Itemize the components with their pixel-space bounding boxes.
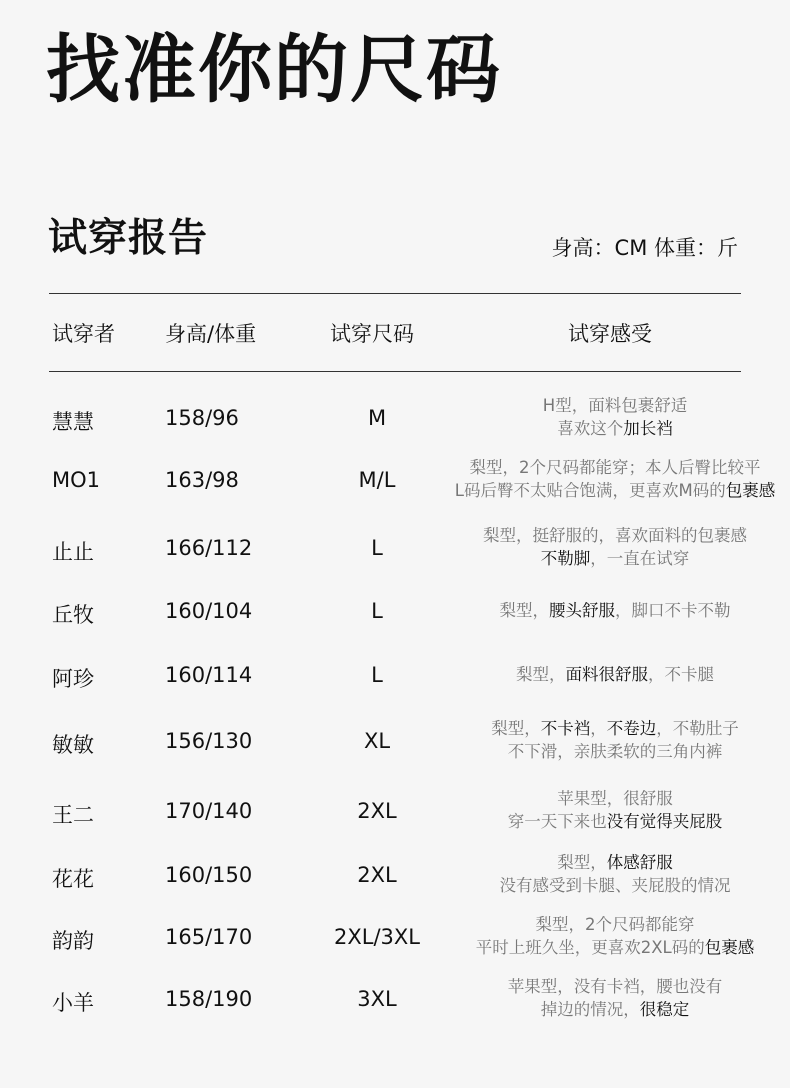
tester-name: 止止 (52, 540, 94, 564)
feedback-line-2 (380, 810, 790, 833)
tester-name: 慧慧 (52, 410, 94, 434)
feedback (380, 787, 790, 833)
feedback-highlight: 体感舒服 (606, 853, 673, 872)
feedback-line-2 (380, 740, 790, 763)
tried-size: 3XL (357, 987, 397, 1011)
feedback-line-2 (380, 479, 790, 502)
feedback-text: H型，面料包裹舒适 (542, 396, 688, 415)
tester-name: 小羊 (52, 991, 94, 1015)
feedback-text: ，不勒肚子 (656, 719, 739, 738)
feedback-text: 梨型， (491, 719, 541, 738)
feedback-highlight: 不勒脚 (540, 549, 591, 568)
table-top-rule (49, 293, 741, 294)
units-note: 身高：CM 体重：斤 (551, 236, 738, 260)
feedback-line-2 (380, 417, 790, 440)
header-size: 试穿尺码 (330, 322, 414, 346)
table-row (0, 663, 790, 711)
feedback-line-2 (380, 547, 790, 570)
feedback-line-1 (380, 663, 790, 686)
table-row (0, 719, 790, 777)
feedback-line-2 (380, 998, 790, 1021)
tried-size: 2XL (357, 799, 397, 823)
feedback-highlight: 加长裆 (623, 419, 673, 438)
feedback-highlight: 面料很舒服 (565, 665, 648, 684)
tried-size: M (367, 406, 387, 430)
table-header-rule (49, 371, 741, 372)
feedback (380, 524, 790, 570)
feedback-text: 穿一天下来也 (507, 812, 607, 831)
tester-name: 敏敏 (52, 733, 94, 757)
height-weight: 163/98 (165, 468, 239, 492)
feedback-text: 梨型，挺舒服的，喜欢面料的包裹感 (483, 526, 747, 545)
table-row (0, 526, 790, 584)
feedback-text: 不下滑，亲肤柔软的三角内裤 (507, 742, 723, 761)
feedback-line-1 (380, 851, 790, 874)
table-row (0, 599, 790, 647)
feedback-line-1 (380, 975, 790, 998)
feedback-line-1 (380, 787, 790, 810)
height-weight: 158/190 (165, 987, 253, 1011)
tried-size: XL (363, 729, 391, 753)
table-header (0, 318, 790, 354)
feedback-text: 没有感受到卡腿、夹屁股的情况 (499, 876, 731, 895)
header-feedback: 试穿感受 (568, 322, 652, 346)
tried-size: 2XL/3XL (334, 925, 420, 949)
feedback-line-1 (380, 394, 790, 417)
feedback-line-1 (380, 524, 790, 547)
feedback-text: 梨型，2个尺码都能穿 (535, 915, 695, 934)
feedback-highlight: 很稳定 (639, 1000, 690, 1019)
tester-name: 花花 (52, 867, 94, 891)
height-weight: 166/112 (165, 536, 253, 560)
feedback-text: ，一直在试穿 (590, 549, 690, 568)
tester-name: 王二 (52, 803, 94, 827)
table-row (0, 977, 790, 1035)
feedback-line-2 (380, 936, 790, 959)
feedback-line-1 (380, 913, 790, 936)
feedback-line-1 (380, 717, 790, 740)
height-weight: 165/170 (165, 925, 253, 949)
feedback (380, 851, 790, 897)
feedback-highlight: 没有觉得夹屁股 (606, 812, 723, 831)
tried-size: M/L (358, 468, 396, 492)
header-tester: 试穿者 (52, 322, 115, 346)
feedback-text: ， (590, 719, 607, 738)
feedback-highlight: 包裹感 (704, 938, 755, 957)
feedback-text: L码后臀不太贴合饱满，更喜欢M码的 (454, 481, 726, 500)
feedback-text: 掉边的情况， (540, 1000, 640, 1019)
feedback-text: 平时上班久坐，更喜欢2XL码的 (475, 938, 705, 957)
feedback-text: 梨型， (516, 665, 566, 684)
feedback (380, 456, 790, 502)
tester-name: MO1 (52, 468, 101, 492)
feedback (380, 975, 790, 1021)
feedback-text: 梨型，2个尺码都能穿；本人后臀比较平 (469, 458, 761, 477)
feedback-highlight: 腰头舒服 (549, 601, 615, 620)
feedback-text: 梨型， (557, 853, 607, 872)
feedback-highlight: 不卷边 (606, 719, 657, 738)
feedback-text: 苹果型，没有卡裆，腰也没有 (507, 977, 723, 996)
feedback-text: 喜欢这个 (557, 419, 624, 438)
feedback-line-1 (380, 599, 790, 622)
height-weight: 156/130 (165, 729, 253, 753)
section-title: 试穿报告 (48, 216, 209, 261)
feedback-text: 苹果型，很舒服 (557, 789, 673, 808)
feedback-highlight: 不卡裆 (540, 719, 591, 738)
height-weight: 160/150 (165, 863, 253, 887)
feedback-text: ，不卡腿 (648, 665, 714, 684)
table-row (0, 396, 790, 454)
feedback (380, 913, 790, 959)
tried-size: L (371, 599, 383, 623)
height-weight: 160/114 (165, 663, 253, 687)
height-weight: 170/140 (165, 799, 253, 823)
height-weight: 158/96 (165, 406, 239, 430)
feedback-highlight: 包裹感 (725, 481, 776, 500)
tester-name: 韵韵 (52, 929, 94, 953)
feedback (380, 717, 790, 763)
table-row (0, 915, 790, 973)
tester-name: 阿珍 (52, 667, 94, 691)
tried-size: L (371, 663, 383, 687)
table-row (0, 853, 790, 911)
feedback (380, 599, 790, 622)
tried-size: 2XL (357, 863, 397, 887)
page-title: 找准你的尺码 (46, 27, 502, 113)
feedback-text: 梨型， (499, 601, 549, 620)
tester-name: 丘牧 (52, 603, 94, 627)
feedback-line-2 (380, 874, 790, 897)
feedback (380, 663, 790, 686)
feedback (380, 394, 790, 440)
table-row (0, 458, 790, 516)
height-weight: 160/104 (165, 599, 253, 623)
feedback-line-1 (380, 456, 790, 479)
table-row (0, 789, 790, 847)
header-height-weight: 身高/体重 (165, 322, 257, 346)
feedback-text: ，脚口不卡不勒 (615, 601, 731, 620)
tried-size: L (371, 536, 383, 560)
